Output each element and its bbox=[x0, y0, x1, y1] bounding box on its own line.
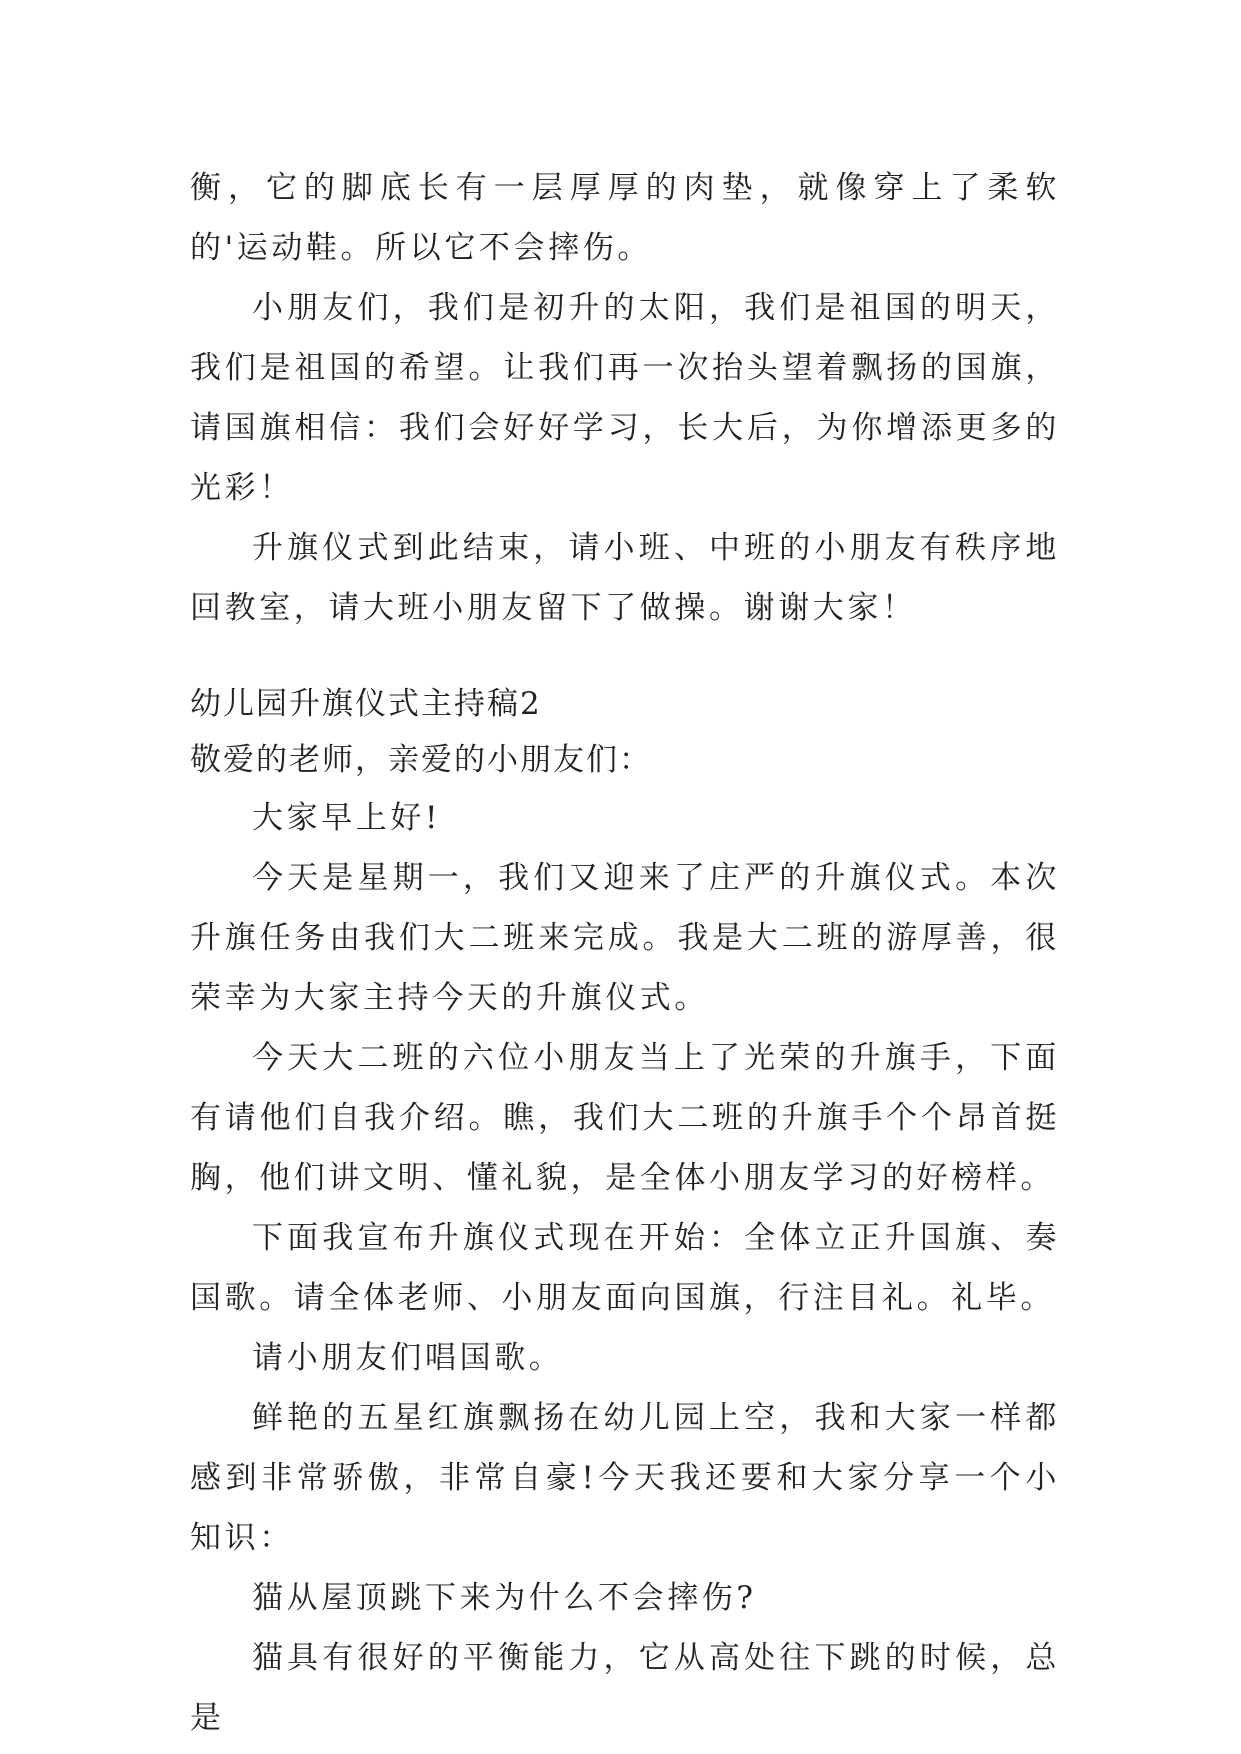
paragraph-flag-raisers: 今天大二班的六位小朋友当上了光荣的升旗手，下面有请他们自我介绍。瞧，我们大二班的升旗手个个昂首挺胸，他们讲文明、懂礼貌，是全体小朋友学习的好榜样。 bbox=[190, 1040, 1060, 1196]
paragraph-greeting: 大家早上好! bbox=[252, 800, 442, 836]
salutation: 敬爱的老师，亲爱的小朋友们： bbox=[190, 742, 652, 778]
paragraph-ceremony-start: 下面我宣布升旗仪式现在开始：全体立正升国旗、奏国歌。请全体老师、小朋友面向国旗，行注目礼。礼毕。 bbox=[190, 1220, 1060, 1316]
section-title: 幼儿园升旗仪式主持稿2 bbox=[190, 686, 542, 722]
paragraph-ceremony-end: 升旗仪式到此结束，请小班、中班的小朋友有秩序地回教室，请大班小朋友留下了做操。谢谢大家！ bbox=[190, 530, 1060, 626]
paragraph-anthem: 请小朋友们唱国歌。 bbox=[252, 1340, 564, 1376]
paragraph-introduction: 今天是星期一，我们又迎来了庄严的升旗仪式。本次升旗任务由我们大二班来完成。我是大二班的游厚善，很荣幸为大家主持今天的升旗仪式。 bbox=[190, 860, 1060, 1016]
paragraph-cat-question: 猫从屋顶跳下来为什么不会摔伤? bbox=[252, 1580, 757, 1616]
paragraph-continued: 衡，它的脚底长有一层厚厚的肉垫，就像穿上了柔软的'运动鞋。所以它不会摔伤。 bbox=[190, 170, 1060, 266]
paragraph-flag-pride: 鲜艳的五星红旗飘扬在幼儿园上空，我和大家一样都感到非常骄傲，非常自豪!今天我还要和大家分享一个小知识： bbox=[190, 1400, 1060, 1556]
paragraph-cat-answer: 猫具有很好的平衡能力，它从高处往下跳的时候，总是 bbox=[190, 1640, 1060, 1736]
paragraph-closing-hope: 小朋友们，我们是初升的太阳，我们是祖国的明天，我们是祖国的希望。让我们再一次抬头望着飘扬的国旗，请国旗相信：我们会好好学习，长大后，为你增添更多的光彩！ bbox=[190, 290, 1060, 506]
document-body bbox=[190, 158, 1060, 1748]
